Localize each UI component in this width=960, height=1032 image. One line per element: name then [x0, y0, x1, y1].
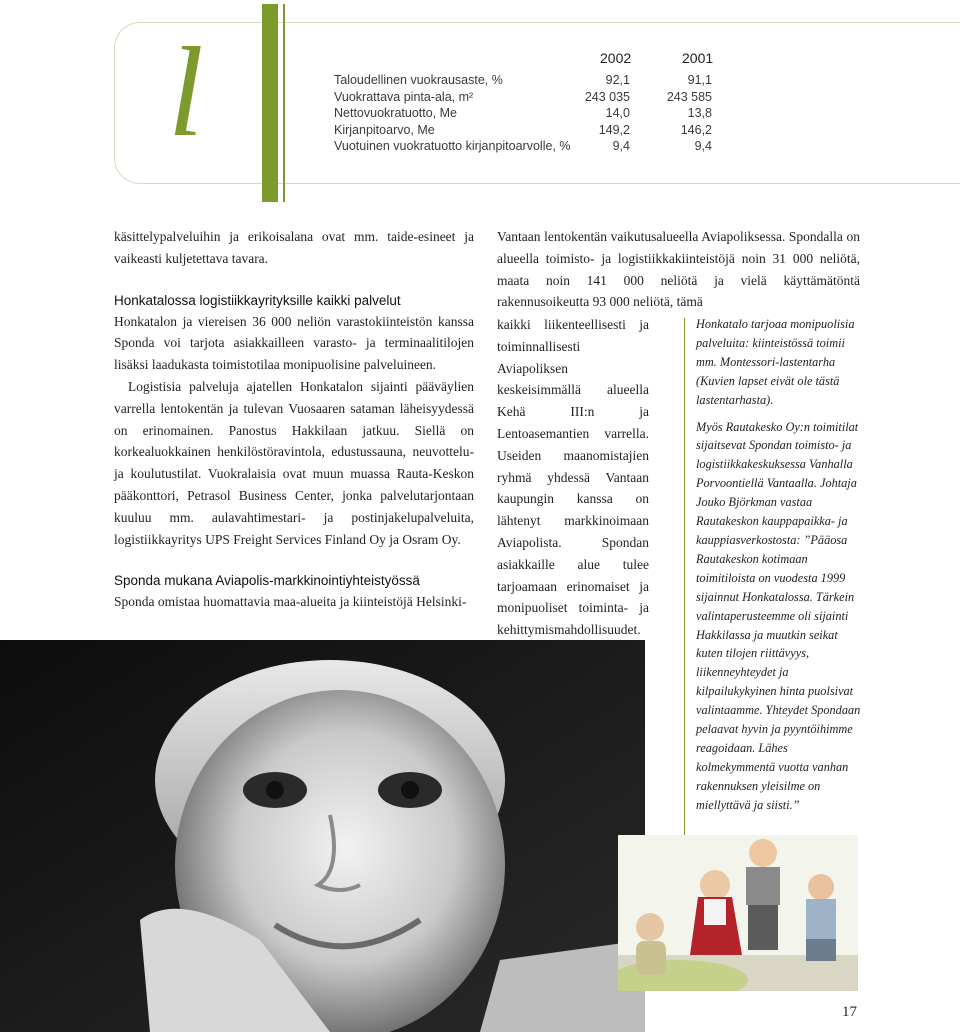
table-row — [334, 72, 734, 89]
body-paragraph: kaikki liikenteellisesti ja toiminnallisesti Aviapoliksen keskeisimmällä alueella Kehä III:n ja Lentoasemantien varrella. Useiden maanomistajien ryhmä yhdessä Vantaan kaupungin kanssa on lähtenyt markkinoimaan Aviapolista. Spondan asiakkaille alue tulee tarjoamaan erinomaiset ja monipuoliset toiminta- ja kehittymismahdollisuudet. — [497, 317, 649, 638]
value-2001: 243 585 — [666, 89, 712, 104]
side-quote — [696, 315, 862, 815]
row-label: Kirjanpitoarvo, Me — [334, 122, 435, 137]
body-paragraph: Logistisia palveluja ajatellen Honkatalon sijainti pääväylien varrella lentokentän ja tulevan Vuosaaren sataman läheisyydessä on erinomainen. Panostus Hakkilaan jatkuu. Siellä on korkealuokkainen henkilöstöravintola, edustussauna, neuvottelu- ja koulutustilat. Vuokralaisia ovat muun muassa Rauta-Keskon pääkonttori, Petrasol Business Center, jonka palvelutarjontaan kuuluu mm. aulavahtimestari- ja postinjakelupalveluita, logistiikkayritys UPS Freight Services Finland Oy ja Osram Oy. — [114, 378, 474, 547]
quote-rule — [684, 318, 685, 836]
table-row — [334, 138, 734, 155]
page-number: 17 — [842, 1004, 857, 1020]
year-2002-header: 2002 — [600, 50, 632, 66]
value-2002: 14,0 — [605, 106, 630, 120]
key-figures-header — [334, 50, 734, 72]
value-2001: 91,1 — [687, 73, 712, 87]
value-2002: 92,1 — [605, 73, 630, 87]
section-heading-aviapolis: Sponda mukana Aviapolis-markkinointiyhteistyössä — [114, 573, 420, 589]
accent-bar-thin — [283, 4, 285, 202]
testimonial-quote: Myös Rautakesko Oy:n toimitilat sijaitsevat Spondan toimisto- ja logistiikkakeskuksessa Vanhalla Porvoontiellä Vantaalla. Johtaja Jouko Björkman vastaa Rautakeskon kauppapaikka- ja kauppiasverkostosta: ”Pääosa Rautakeskon kotimaan toimitiloista on vuodesta 1999 sijainnut Honkatalossa. Tärkein valintaperusteemme oli sijainti Hakkilassa ja muutkin seikat kuten tilojen riittävyys, liikenneyhteydet ja kilpailukykyinen hinta puolsivat valintaamme. Yhteydet Spondaan pelaavat hyvin ja pyyntöihimme reagoidaan. Lähes kolmekymmentä vuotta vanhan rakennuksen yleisilme on miellyttävä ja siisti.” — [696, 419, 861, 812]
table-row — [334, 105, 734, 122]
section-heading-honkatalo: Honkatalossa logistiikkayrityksille kaikki palvelut — [114, 292, 401, 308]
body-paragraph: Vantaan lentokentän vaikutusalueella Aviapoliksessa. Spondalla on alueella toimisto- ja logistiikkakiinteistöjä noin 31 000 neliötä, maata noin 141 000 neliötä ja vielä käyttämätöntä rakennusoikeutta 93 000 neliötä, tämä — [497, 229, 860, 310]
table-row — [334, 89, 734, 106]
accent-bar — [262, 4, 278, 202]
photo-caption: Honkatalo tarjoaa monipuolisia palveluita: kiinteistössä toimii mm. Montessori-lastentarha (Kuvien lapset eivät ole tästä lastentarhasta). — [696, 317, 855, 407]
children-photo — [618, 835, 858, 991]
value-2002: 9,4 — [612, 139, 630, 153]
body-paragraph: Honkatalon ja viereisen 36 000 neliön varastokiinteistön kanssa Sponda voi tarjota asiakkailleen varasto- ja terminaalitilojen lisäksi laadukasta toimistotilaa monipuolisine palveluineen. — [114, 313, 474, 373]
key-figures-table — [334, 50, 734, 155]
body-paragraph: Sponda omistaa huomattavia maa-alueita ja kiinteistöjä Helsinki- — [114, 594, 467, 610]
section-initial: l — [168, 21, 204, 163]
value-2002: 149,2 — [598, 122, 630, 137]
year-2001-header: 2001 — [682, 50, 714, 66]
value-2001: 13,8 — [687, 106, 712, 120]
table-row — [334, 122, 734, 139]
intro-paragraph: käsittelypalveluihin ja erikoisalana ovat mm. taide-esineet ja vaikeasti kuljetettava tavara. — [114, 229, 474, 266]
value-2002: 243 035 — [584, 89, 630, 104]
boy-portrait-photo — [0, 640, 645, 1032]
row-label: Vuokrattava pinta-ala, m² — [334, 89, 474, 104]
row-label: Vuotuinen vuokratuotto kirjanpitoarvolle, % — [334, 139, 571, 153]
value-2001: 9,4 — [694, 139, 712, 153]
value-2001: 146,2 — [680, 122, 712, 137]
body-column-right-top — [497, 226, 860, 313]
body-column-left — [114, 226, 474, 613]
row-label: Taloudellinen vuokrausaste, % — [334, 73, 503, 87]
body-column-right-narrow — [497, 314, 649, 641]
row-label: Nettovuokratuotto, Me — [334, 106, 457, 120]
